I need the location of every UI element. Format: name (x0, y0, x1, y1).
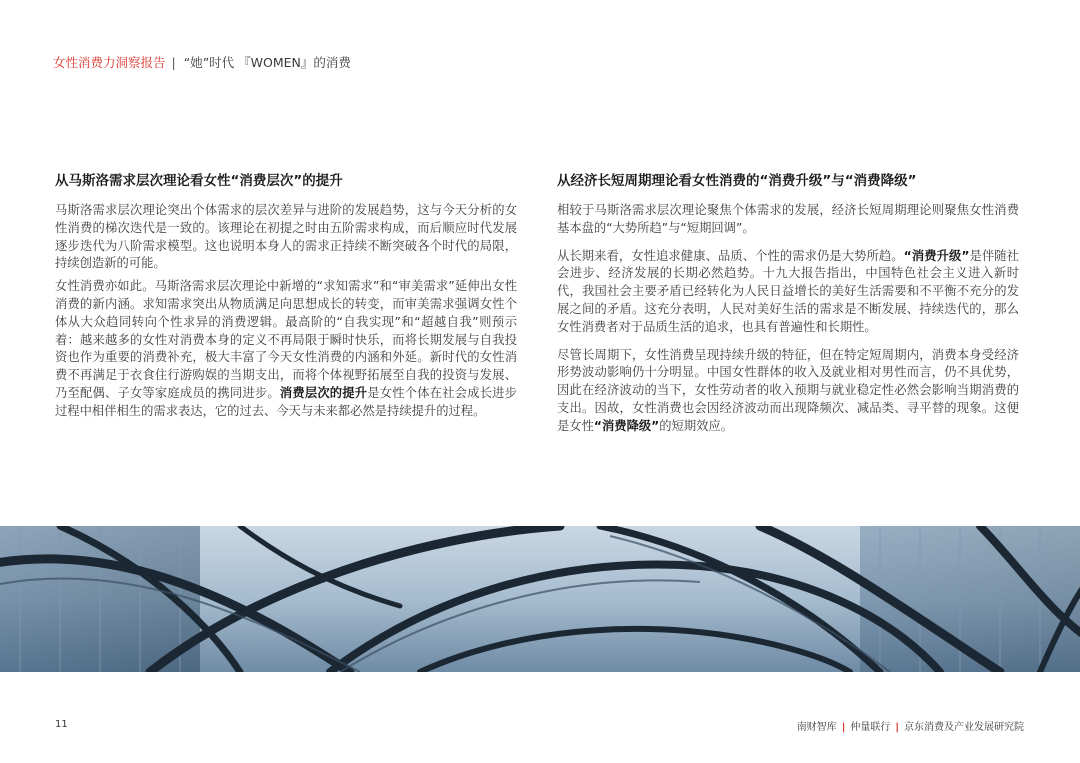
right-p3-emphasis: “消费降级” (593, 418, 660, 433)
page-header (53, 55, 351, 71)
credit-nancai: 南财智库 (796, 722, 837, 733)
page-number: 11 (55, 719, 68, 730)
right-p2-text-b: 是伴随社会进步、经济发展的长期必然趋势。十九大报告指出，中国特色社会主义进入新时代，我国社会主要矛盾已经转化为人民日益增长的美好生活需要和不平衡不充分的发展之间的矛盾。这充分表明，人民对美好生活的需求是不断发展、持续迭代的，那么女性消费者对于品质生活的追求，也具有普遍性和长期性。 (557, 248, 1019, 334)
credit-separator: | (895, 722, 899, 733)
report-title: 女性消费力洞察报告 (53, 55, 166, 70)
credit-jd-institute: 京东消费及产业发展研究院 (904, 722, 1024, 733)
header-separator: | (171, 55, 176, 70)
right-p3-text-a: 尽管长周期下，女性消费呈现持续升级的特征，但在特定短周期内，消费本身受经济形势波动影响仍十分明显。中国女性群体的收入及就业相对男性而言，仍不具优势，因此在经济波动的当下，女性劳动者的收入预期与就业稳定性必然会影响当期消费的支出。因故，女性消费也会因经济波动而出现降频次、减品类、寻平替的现象。这便是女性 (557, 347, 1019, 433)
architecture-photo (0, 526, 1080, 672)
right-p2-text-a: 从长期来看，女性追求健康、品质、个性的需求仍是大势所趋。 (557, 248, 904, 263)
footer-credits (797, 718, 1024, 733)
right-paragraph-3 (557, 347, 1019, 436)
left-column (55, 172, 517, 426)
header-subtitle: “她”时代 『WOMEN』的消费 (183, 55, 351, 70)
left-heading: 从马斯洛需求层次理论看女性“消费层次”的提升 (55, 173, 343, 189)
left-p2-text-b: 是女性个体在社会成长进步过程中相伴相生的需求表达，它的过去、今天与未来都必然是持续提升的过程。 (55, 385, 517, 418)
right-p3-text-b: 的短期效应。 (659, 418, 734, 433)
credit-separator: | (841, 722, 846, 733)
right-heading: 从经济长短周期理论看女性消费的“消费升级”与“消费降级” (557, 173, 917, 189)
credit-jll: 仲量联行 (850, 722, 891, 733)
left-p2-emphasis: 消费层次的提升 (279, 385, 368, 400)
right-p2-emphasis: “消费升级” (903, 248, 970, 263)
left-p2-text-a: 女性消费亦如此。马斯洛需求层次理论中新增的“求知需求”和“审美需求”延伸出女性消费的新内涵。求知需求突出从物质满足向思想成长的转变，而审美需求强调女性个体从大众趋同转向个性求异的消费逻辑。最高阶的“自我实现”和“超越自我”则预示着：越来越多的女性对消费本身的定义不再局限于瞬时快乐，而将长期发展与自我投资也作为重要的消费补充，极大丰富了今天女性消费的内涵和外延。新时代的女性消费不再满足于衣食住行游购娱的当期支出，而将个体视野拓展至自我的投资与发展、乃至配偶、子女等家庭成员的携同进步。 (55, 279, 517, 400)
left-paragraph-2 (55, 278, 517, 420)
right-paragraph-1: 相较于马斯洛需求层次理论聚焦个体需求的发展，经济长短周期理论则聚焦女性消费基本盘的“大势所趋”与“短期回调”。 (557, 203, 1019, 235)
right-paragraph-2 (557, 248, 1019, 337)
left-paragraph-1: 马斯洛需求层次理论突出个体需求的层次差异与进阶的发展趋势，这与今天分析的女性消费的梯次迭代是一致的。该理论在初提之时由五阶需求构成，而后顺应时代发展逐步迭代为八阶需求模型。这也说明本身人的需求正持续不断突破各个时代的局限，持续创造新的可能。 (55, 203, 517, 271)
right-column (557, 172, 1019, 446)
